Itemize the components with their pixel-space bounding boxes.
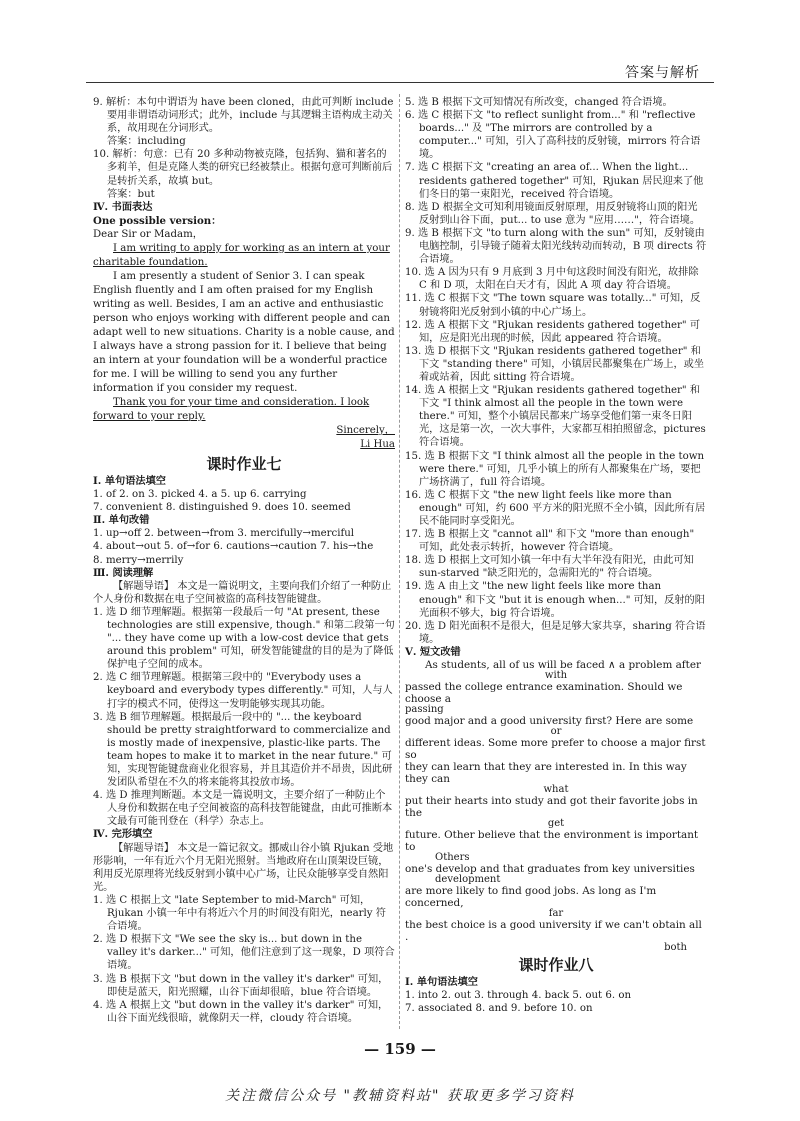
reading-answer: 1. 选 D 细节理解题。根据第一段最后一句 "At present, these technologies are still expensive, though." 和第二段第一句 "... they have come up with a low-cost device that gets around this problem" 可知，研发智能键盘的目的是为了降低保护电子空间的成本。 <box>93 606 395 671</box>
homework-7-title: 课时作业七 <box>206 454 282 473</box>
passage-line: good major and a good university first? Here are some <box>405 715 694 728</box>
essay-salutation: Dear Sir or Madam， <box>93 228 203 240</box>
reading-answer: 4. 选 D 推理判断题。本文是一篇说明文，主要介绍了一种防止个人身份和数据在电子空间被盗的高科技智能键盘，由此可推断本文最有可能刊登在（科学）杂志上。 <box>93 790 393 828</box>
answer-line: 7. associated 8. and 9. before 10. on <box>405 1003 593 1015</box>
answer-line: 7. convenient 8. distinguished 9. does 10. seemed <box>93 502 351 514</box>
passage-correction <box>405 659 707 953</box>
reading-guide: 【解题导语】 本文是一篇说明文，主要向我们介绍了一种防止个人身份和数据在电子空间被盗的高科技智能键盘。 <box>93 580 392 605</box>
cloze-answer: 2. 选 D 根据下文 "We see the sky is... but down in the valley it's darker..." 可知，他们注意到了这一现象，D 项符合语境。 <box>93 934 395 972</box>
cloze-answer: 19. 选 A 由上文 "the new light feels like more than enough" 和下文 "but it is enough when..." 可知，反射的阳光面积不够大，big 符合语境。 <box>405 581 705 619</box>
cloze-answer: 7. 选 C 根据下文 "creating an area of... When the light... residents gathered together" 可知，Rjukan 居民迎来了他们冬日的第一束阳光，received 符合语境。 <box>405 162 704 200</box>
section-error-correction: Ⅱ. 单句改错 <box>93 514 150 527</box>
q9-explanation: 9. 解析：本句中谓语为 have been cloned，由此可判断 include 要用非谓语动词形式；此外，include 与其逻辑主语构成主动关系，故用现在分词形式。 <box>93 97 394 135</box>
correction-mark: with <box>544 670 568 682</box>
essay-closing: Sincerely， <box>336 424 395 436</box>
passage-line: the best choice is a good university if we can't obtain all . <box>405 919 702 944</box>
passage-line: put their hearts into study and got their favorite jobs in the <box>405 795 698 820</box>
cloze-answer: 18. 选 D 根据上文可知小镇一年中有大半年没有阳光，由此可知 sun-starved "缺乏阳光的，急需阳光的" 符合语境。 <box>405 555 694 580</box>
section-grammar-fill: Ⅰ. 单句语法填空 <box>93 474 166 487</box>
right-column <box>405 96 707 1015</box>
cloze-answer: 17. 选 B 根据上文 "cannot all" 和下文 "more than enough" 可知，此处表示转折，however 符合语境。 <box>405 529 695 554</box>
passage-line: As students, all of us will be faced ∧ a problem after <box>425 659 701 672</box>
passage-line: they can learn that they are interested in. In this way they can <box>405 761 687 786</box>
section-passage-correction: Ⅴ. 短文改错 <box>405 645 461 658</box>
column-divider <box>399 94 400 1029</box>
cloze-answer: 16. 选 C 根据下文 "the new light feels like more than enough" 可知，约 600 平方米的阳光照不全小镇，因此所有居民不能同时享受阳光。 <box>405 489 706 527</box>
essay-paragraph: Thank you for your time and consideration. I look forward to your reply. <box>93 396 370 422</box>
section-writing: Ⅳ. 书面表达 <box>93 200 153 213</box>
cloze-answer: 20. 选 D 阳光面积不是很大，但是足够大家共享，sharing 符合语境。 <box>405 620 706 645</box>
page-number: — 159 — <box>364 1040 436 1058</box>
essay-paragraph: I am presently a student of Senior 3. I can speak English fluently and I am often praised for my English writing as well. Besides, I am an active and enthusiastic person who enjoys working with different people and can adapt well to new situations. Charity is a noble cause, and I always have a strong passion for it. I believe that being an intern at your foundation will be a wonderful practice for me. I will be willing to send you any further information if you consider my request. <box>93 270 395 394</box>
passage-line: passed the college entrance examination. Should we choose a <box>405 681 683 706</box>
answer-line: 8. merry→merrily <box>93 554 184 566</box>
cloze-answer: 15. 选 B 根据下文 "I think almost all the people in the town were there." 可知，几乎小镇上的所有人都聚集在广场，要把广场挤满了，full 符合语境。 <box>405 450 705 488</box>
cloze-guide: 【解题导语】 本文是一篇记叙文。挪威山谷小镇 Rjukan 受地形影响，一年有近六个月无阳光照射。当地政府在山顶架设巨镜，利用反光原理将光线反射到小镇中心广场，让民众能够享受自然阳光。 <box>93 842 394 893</box>
passage-line: are more likely to find good jobs. As long as I'm concerned, <box>405 885 657 910</box>
header-rule <box>86 82 714 83</box>
essay-version-label: One possible version： <box>93 214 222 227</box>
correction-mark: get <box>547 818 565 830</box>
correction-mark: Others <box>435 852 470 864</box>
answer-line: 4. about→out 5. of→for 6. cautions→caution 7. his→the <box>93 541 374 553</box>
footer-note: 关注微信公众号 "教辅资料站" 获取更多学习资料 <box>225 1088 575 1104</box>
left-column <box>93 96 395 1025</box>
answer-line: 1. up→off 2. between→from 3. mercifully→merciful <box>93 528 355 540</box>
homework-8-title: 课时作业八 <box>518 956 594 975</box>
cloze-answer: 12. 选 A 根据下文 "Rjukan residents gathered together" 可知，应是阳光出现的时候，因此 appeared 符合语境。 <box>405 319 701 344</box>
section-reading: Ⅲ. 阅读理解 <box>93 566 154 579</box>
essay-signature: Li Hua <box>360 438 395 450</box>
cloze-answer: 3. 选 B 根据下文 "but down in the valley it's darker" 可知，即使是蓝天，阳光照耀，山谷下面却很暗，blue 符合语境。 <box>93 973 389 998</box>
section-cloze: Ⅳ. 完形填空 <box>93 828 153 841</box>
cloze-answer: 6. 选 C 根据下文 "to reflect sunlight from..." 和 "reflective boards..." 及 "The mirrors are controlled by a computer..." 可知，引入了高科技的反射镜，mirrors 符合语境。 <box>405 110 701 161</box>
q10-explanation: 10. 解析：句意：已有 20 多种动物被克隆，包括狗、猫和著名的多莉羊，但是克隆人类的研究已经被禁止。根据句意可判断前后是转折关系，故填 but。 <box>93 149 393 187</box>
cloze-answer: 8. 选 D 根据全文可知利用镜面反射原理，用反射镜将山顶的阳光反射到山谷下面，put... to use 意为 "应用……"，符合语境。 <box>405 201 701 226</box>
passage-line: one's develop and that graduates from key universities <box>405 863 695 876</box>
correction-mark: or <box>550 726 562 738</box>
q9-answer: 答案：including <box>107 136 186 148</box>
cloze-answer: 13. 选 D 根据下文 "Rjukan residents gathered together" 和下文 "standing there" 可知，小镇居民都聚集在广场上，或坐着或站着，因此 sitting 符合语境。 <box>405 345 705 383</box>
cloze-answer: 9. 选 B 根据下文 "to turn along with the sun" 可知，反射镜由电脑控制，引导镜子随着太阳光线转动而转动，B 项 directs 符合语境。 <box>405 227 707 266</box>
correction-mark: both <box>664 942 687 954</box>
correction-mark: far <box>548 908 564 920</box>
page-header <box>0 0 800 84</box>
correction-mark: development <box>435 874 501 886</box>
passage-line: future. Other believe that the environment is important to <box>405 829 699 854</box>
cloze-answer: 11. 选 C 根据下文 "The town square was totally..." 可知，反射镜将阳光反射到小镇的中心广场上。 <box>405 293 701 318</box>
cloze-answer: 1. 选 C 根据上文 "late September to mid-March" 可知，Rjukan 小镇一年中有将近六个月的时间没有阳光，nearly 符合语境。 <box>93 894 386 933</box>
section-grammar-fill: Ⅰ. 单句语法填空 <box>405 976 478 989</box>
cloze-answer: 4. 选 A 根据上文 "but down in the valley it's darker" 可知，山谷下面光线很暗，就像阴天一样，cloudy 符合语境。 <box>93 999 389 1024</box>
passage-line: different ideas. Some more prefer to choose a major first so <box>405 737 706 762</box>
header-title: 答案与解析 <box>625 65 700 81</box>
correction-mark: what <box>543 784 569 796</box>
essay-paragraph: I am writing to apply for working as an intern at your charitable foundation. <box>93 242 390 268</box>
cloze-answer: 14. 选 A 根据上文 "Rjukan residents gathered together" 和下文 "I think almost all the people in the town were there." 可知，整个小镇居民都来广场享受他们第一束冬日阳光，这是第一次，一次大事件，大家都互相拍照留念，pictures 符合语境。 <box>405 385 706 449</box>
correction-mark: passing <box>405 704 444 716</box>
essay <box>93 214 395 452</box>
q10-answer: 答案：but <box>107 188 155 200</box>
answer-line: 1. into 2. out 3. through 4. back 5. out 6. on <box>405 990 632 1002</box>
cloze-answer: 10. 选 A 因为只有 9 月底到 3 月中旬这段时间没有阳光，故排除 C 和 D 项，太阳在白天才有，因此 A 项 day 符合语境。 <box>405 267 699 292</box>
answer-line: 1. of 2. on 3. picked 4. a 5. up 6. carrying <box>93 489 307 501</box>
cloze-answer: 5. 选 B 根据下文可知情况有所改变，changed 符合语境。 <box>405 97 673 108</box>
reading-answer: 2. 选 C 细节理解题。根据第三段中的 "Everybody uses a keyboard and everybody types differently." 可知，人与人打字的模式不同，使得这一发明能够实现其功能。 <box>93 672 393 710</box>
reading-answer: 3. 选 B 细节理解题。根据最后一段中的 "... the keyboard should be pretty straightforward to commercialize and is mostly made of inexpensive, plastic-like parts. The team hopes to make it to market in the near future." 可知，实现智能键盘商业化很容易，并且其造价并不昂贵，因此研发团队希望在不久的将来能将其投放市场。 <box>93 711 393 789</box>
